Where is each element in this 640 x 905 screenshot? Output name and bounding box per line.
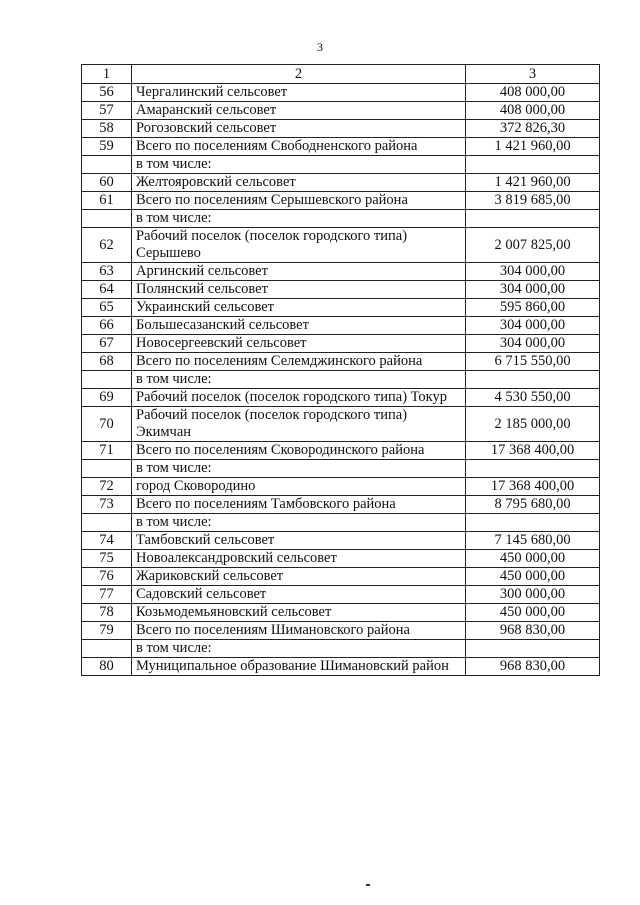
settlement-name: Рабочий поселок (поселок городского типа) Экимчан — [132, 407, 466, 442]
row-number: 57 — [82, 102, 132, 120]
table-row — [82, 550, 600, 568]
settlement-name: Садовский сельсовет — [132, 586, 466, 604]
settlement-name: в том числе: — [132, 640, 466, 658]
amount-value: 304 000,00 — [466, 335, 600, 353]
settlement-name: Рабочий поселок (поселок городского типа) Токур — [132, 389, 466, 407]
settlement-name: Желтояровский сельсовет — [132, 174, 466, 192]
settlement-name: Новоалександровский сельсовет — [132, 550, 466, 568]
row-number: 60 — [82, 174, 132, 192]
amount-value: 300 000,00 — [466, 586, 600, 604]
table-row — [82, 586, 600, 604]
table-row — [82, 478, 600, 496]
table-row — [82, 102, 600, 120]
scan-speck — [366, 884, 370, 886]
row-number: 68 — [82, 353, 132, 371]
column-header-1: 1 — [82, 65, 132, 84]
settlement-name: Всего по поселениям Тамбовского района — [132, 496, 466, 514]
settlement-name: Новосергеевский сельсовет — [132, 335, 466, 353]
amount-value: 450 000,00 — [466, 604, 600, 622]
table-row — [82, 407, 600, 442]
row-number: 69 — [82, 389, 132, 407]
settlement-name: Аргинский сельсовет — [132, 263, 466, 281]
table-row — [82, 263, 600, 281]
amount-value: 3 819 685,00 — [466, 192, 600, 210]
amount-value — [466, 371, 600, 389]
settlement-name: Всего по поселениям Свободненского района — [132, 138, 466, 156]
settlement-name: в том числе: — [132, 156, 466, 174]
table-row — [82, 514, 600, 532]
row-number — [82, 514, 132, 532]
table-row — [82, 335, 600, 353]
row-number: 72 — [82, 478, 132, 496]
amount-value: 968 830,00 — [466, 622, 600, 640]
table-row — [82, 371, 600, 389]
amount-value: 304 000,00 — [466, 317, 600, 335]
page-number: 3 — [317, 40, 323, 54]
amount-value: 595 860,00 — [466, 299, 600, 317]
amount-value: 7 145 680,00 — [466, 532, 600, 550]
settlement-name: Большесазанский сельсовет — [132, 317, 466, 335]
row-number: 76 — [82, 568, 132, 586]
row-number: 71 — [82, 442, 132, 460]
table-row — [82, 353, 600, 371]
settlement-name: Полянский сельсовет — [132, 281, 466, 299]
amount-value: 17 368 400,00 — [466, 442, 600, 460]
row-number — [82, 156, 132, 174]
row-number: 65 — [82, 299, 132, 317]
table-row — [82, 532, 600, 550]
amount-value: 372 826,30 — [466, 120, 600, 138]
row-number: 75 — [82, 550, 132, 568]
amount-value — [466, 514, 600, 532]
table-row — [82, 496, 600, 514]
table-row — [82, 442, 600, 460]
amount-value: 1 421 960,00 — [466, 138, 600, 156]
table-row — [82, 622, 600, 640]
table-row — [82, 317, 600, 335]
table-row — [82, 568, 600, 586]
table-row — [82, 389, 600, 407]
table-row — [82, 281, 600, 299]
settlement-name: город Сковородино — [132, 478, 466, 496]
settlement-name: Муниципальное образование Шимановский район — [132, 658, 466, 676]
amount-value — [466, 156, 600, 174]
table-row — [82, 84, 600, 102]
amount-value: 17 368 400,00 — [466, 478, 600, 496]
table-row — [82, 138, 600, 156]
settlement-name: Рогозовский сельсовет — [132, 120, 466, 138]
settlement-name: Жариковский сельсовет — [132, 568, 466, 586]
table-header-row — [82, 65, 600, 84]
amount-value — [466, 460, 600, 478]
row-number: 79 — [82, 622, 132, 640]
amount-value: 6 715 550,00 — [466, 353, 600, 371]
row-number: 77 — [82, 586, 132, 604]
row-number — [82, 210, 132, 228]
row-number: 64 — [82, 281, 132, 299]
row-number: 73 — [82, 496, 132, 514]
column-header-2: 2 — [132, 65, 466, 84]
amount-value: 408 000,00 — [466, 84, 600, 102]
row-number: 67 — [82, 335, 132, 353]
settlement-name: в том числе: — [132, 514, 466, 532]
amount-value: 968 830,00 — [466, 658, 600, 676]
settlement-name: в том числе: — [132, 210, 466, 228]
amount-value: 4 530 550,00 — [466, 389, 600, 407]
table-row — [82, 604, 600, 622]
settlement-name: Рабочий поселок (поселок городского типа) Серышево — [132, 228, 466, 263]
row-number: 80 — [82, 658, 132, 676]
row-number: 66 — [82, 317, 132, 335]
settlement-name: в том числе: — [132, 460, 466, 478]
settlement-name: Украинский сельсовет — [132, 299, 466, 317]
row-number: 58 — [82, 120, 132, 138]
settlement-name: Всего по поселениям Серышевского района — [132, 192, 466, 210]
table-body — [82, 84, 600, 676]
table-row — [82, 210, 600, 228]
row-number — [82, 371, 132, 389]
settlement-name: Тамбовский сельсовет — [132, 532, 466, 550]
table-row — [82, 460, 600, 478]
amount-value: 2 007 825,00 — [466, 228, 600, 263]
amount-value: 450 000,00 — [466, 568, 600, 586]
table-row — [82, 174, 600, 192]
row-number: 59 — [82, 138, 132, 156]
row-number: 62 — [82, 228, 132, 263]
table-row — [82, 299, 600, 317]
amount-value: 408 000,00 — [466, 102, 600, 120]
table-row — [82, 640, 600, 658]
row-number — [82, 460, 132, 478]
amount-value: 304 000,00 — [466, 281, 600, 299]
amount-value: 8 795 680,00 — [466, 496, 600, 514]
settlement-name: Всего по поселениям Селемджинского района — [132, 353, 466, 371]
settlement-name: Всего по поселениям Шимановского района — [132, 622, 466, 640]
amount-value: 450 000,00 — [466, 550, 600, 568]
table-row — [82, 156, 600, 174]
table-row — [82, 192, 600, 210]
row-number — [82, 640, 132, 658]
settlement-name: Всего по поселениям Сковородинского района — [132, 442, 466, 460]
table-row — [82, 658, 600, 676]
amount-value: 1 421 960,00 — [466, 174, 600, 192]
amount-value — [466, 640, 600, 658]
amount-value: 304 000,00 — [466, 263, 600, 281]
table-row — [82, 120, 600, 138]
settlement-name: Козьмодемьяновский сельсовет — [132, 604, 466, 622]
amount-value — [466, 210, 600, 228]
column-header-3: 3 — [466, 65, 600, 84]
table-row — [82, 228, 600, 263]
settlement-name: Чергалинский сельсовет — [132, 84, 466, 102]
row-number: 56 — [82, 84, 132, 102]
settlement-name: в том числе: — [132, 371, 466, 389]
row-number: 63 — [82, 263, 132, 281]
row-number: 78 — [82, 604, 132, 622]
amount-value: 2 185 000,00 — [466, 407, 600, 442]
settlement-name: Амаранский сельсовет — [132, 102, 466, 120]
allocation-table — [81, 64, 600, 676]
row-number: 70 — [82, 407, 132, 442]
row-number: 61 — [82, 192, 132, 210]
row-number: 74 — [82, 532, 132, 550]
